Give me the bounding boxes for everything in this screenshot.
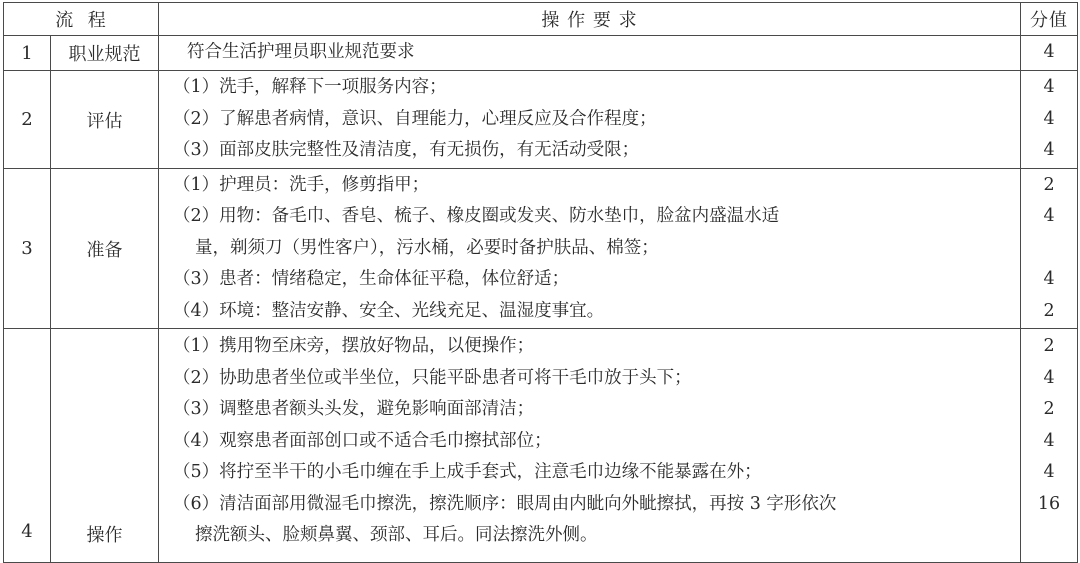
requirement-line: （2）了解患者病情，意识、自理能力，心理反应及合作程度； — [173, 108, 657, 129]
table-row — [4, 329, 1078, 563]
requirement-line: （4）环境：整洁安静、安全、光线充足、温湿度事宜。 — [173, 300, 605, 321]
header-score: 分值 — [1021, 3, 1078, 36]
requirement-line: 符合生活护理员职业规范要求 — [187, 42, 415, 63]
header-requirements: 操 作 要 求 — [159, 3, 1021, 36]
header-process: 流 程 — [4, 3, 159, 36]
score-value: 4 — [1043, 140, 1055, 161]
row-number: 3 — [4, 169, 51, 329]
score-value: 4 — [1043, 462, 1055, 482]
score-value: 2 — [1043, 336, 1055, 356]
requirement-line: （1）护理员：洗手，修剪指甲； — [173, 174, 430, 195]
score-value: 2 — [1043, 300, 1055, 321]
row-number: 1 — [4, 36, 51, 71]
score-value: 4 — [1043, 367, 1055, 388]
requirement-line: （5）将拧至半干的小毛巾缠在手上成手套式，注意毛巾边缘不能暴露在外； — [173, 462, 762, 482]
requirements-cell — [159, 329, 1021, 563]
row-number: 2 — [4, 71, 51, 169]
score-cell — [1021, 169, 1078, 329]
process-name: 评估 — [51, 71, 159, 169]
requirements-cell — [159, 169, 1021, 329]
score-value: 4 — [1043, 108, 1055, 129]
process-name: 准备 — [51, 169, 159, 329]
score-value — [1021, 520, 1077, 552]
score-value: 4 — [1043, 77, 1055, 98]
score-value: 4 — [1043, 269, 1055, 290]
table-row — [4, 169, 1078, 329]
requirements-cell — [159, 71, 1021, 169]
procedure-table — [3, 2, 1078, 563]
score-cell — [1021, 71, 1078, 169]
requirement-line: （3）调整患者额头头发，避免影响面部清洁； — [173, 399, 535, 419]
row-number: 4 — [4, 329, 51, 563]
requirement-line: （3）面部皮肤完整性及清洁度，有无损伤，有无活动受限； — [173, 140, 640, 161]
requirement-line: （1）携用物至床旁，摆放好物品，以便操作； — [173, 336, 535, 356]
score-value: 2 — [1043, 174, 1055, 195]
table-row — [4, 71, 1078, 169]
requirement-line: （4）观察患者面部创口或不适合毛巾擦拭部位； — [173, 430, 552, 451]
process-name: 操作 — [51, 329, 159, 563]
requirement-line: （2）协助患者坐位或半坐位，只能平卧患者可将干毛巾放于头下； — [173, 367, 692, 388]
header-row — [4, 3, 1078, 36]
requirement-line: 擦洗额头、脸颊鼻翼、颈部、耳后。同法擦洗外侧。 — [195, 525, 598, 545]
requirement-line: （1）洗手，解释下一项服务内容； — [173, 77, 447, 98]
requirement-line: 量，剃须刀（男性客户），污水桶，必要时备护肤品、棉签； — [195, 237, 659, 258]
score-value: 4 — [1043, 430, 1055, 451]
score-value: 16 — [1037, 493, 1061, 514]
requirement-line: （2）用物：备毛巾、香皂、梳子、橡皮圈或发夹、防水垫巾，脸盆内盛温水适 — [173, 206, 780, 227]
score-value: 4 — [1043, 42, 1055, 63]
score-cell — [1021, 329, 1078, 563]
requirement-line: （3）患者：情绪稳定，生命体征平稳，体位舒适； — [173, 269, 570, 290]
table-row — [4, 36, 1078, 71]
score-value — [1021, 233, 1077, 265]
score-cell — [1021, 36, 1078, 71]
requirement-line: （6）清洁面部用微湿毛巾擦洗，擦洗顺序：眼周由内眦向外眦擦拭，再按 3 字形依次 — [173, 493, 837, 514]
score-value: 2 — [1043, 399, 1055, 419]
process-name: 职业规范 — [51, 36, 159, 71]
requirements-cell — [159, 36, 1021, 71]
score-value: 4 — [1043, 206, 1055, 227]
